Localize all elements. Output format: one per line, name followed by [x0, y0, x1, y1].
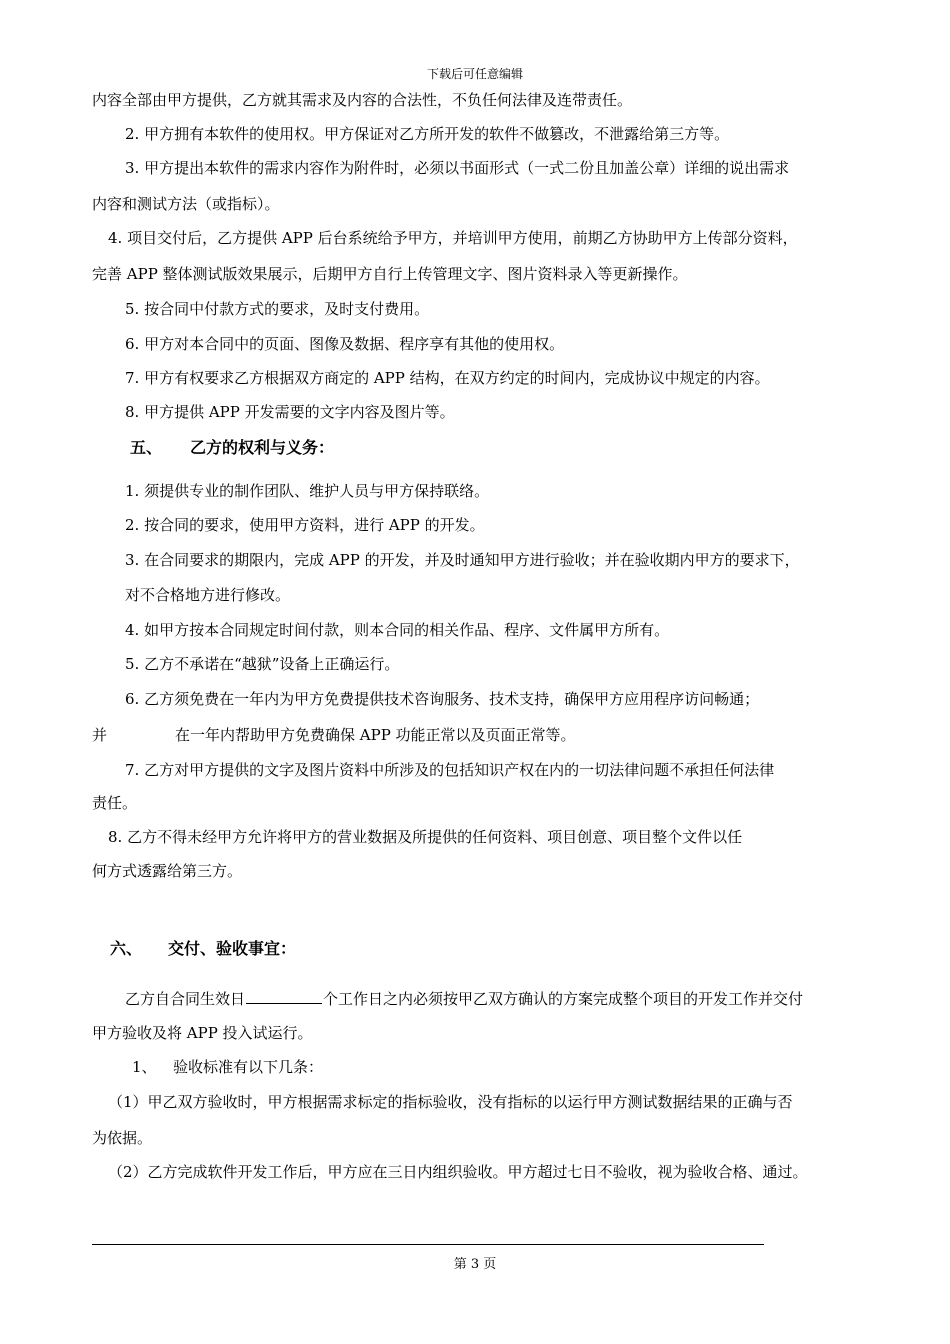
- page-number: 第 3 页: [453, 1257, 497, 1272]
- text-fragment: 个工作日之内必须按甲乙双方确认的方案完成整个项目的开发工作并交付: [323, 990, 804, 1008]
- paragraph-line: 责任。: [92, 794, 138, 812]
- paragraph-line: 5. 乙方不承诺在“越狱”设备上正确运行。: [125, 655, 400, 673]
- paragraph-line: 8. 甲方提供 APP 开发需要的文字内容及图片等。: [125, 403, 455, 421]
- text-fragment: 乙方自合同生效日: [125, 990, 246, 1008]
- paragraph-line: 完善 APP 整体测试版效果展示，后期甲方自行上传管理文字、图片资料录入等更新操作。: [92, 265, 688, 283]
- paragraph-line: 3. 在合同要求的期限内，完成 APP 的开发，并及时通知甲方进行验收；并在验收期内甲方的要求下，: [125, 551, 800, 569]
- paragraph-line: 为依据。: [92, 1129, 153, 1147]
- paragraph-line: 内容和测试方法（或指标）。: [92, 195, 280, 213]
- paragraph-line: 并: [92, 726, 108, 744]
- paragraph-line: 7. 甲方有权要求乙方根据双方商定的 APP 结构，在双方约定的时间内，完成协议中规定的内容。: [125, 369, 770, 387]
- section-heading: 交付、验收事宜：: [168, 939, 297, 958]
- fill-in-blank: [246, 988, 322, 1004]
- paragraph-line: 5. 按合同中付款方式的要求，及时支付费用。: [125, 300, 430, 318]
- paragraph-line: 甲方验收及将 APP 投入试运行。: [92, 1024, 313, 1042]
- paragraph-line: 3. 甲方提出本软件的需求内容作为附件时，必须以书面形式（一式二份且加盖公章）详细的说出需求: [125, 159, 790, 177]
- paragraph-line: 7. 乙方对甲方提供的文字及图片资料中所涉及的包括知识产权在内的一切法律问题不承担任何法律: [125, 761, 775, 779]
- paragraph-line: 2. 按合同的要求，使用甲方资料，进行 APP 的开发。: [125, 516, 485, 534]
- paragraph-line: 4. 项目交付后，乙方提供 APP 后台系统给予甲方，并培训甲方使用，前期乙方协助甲方上传部分资料，: [108, 229, 798, 247]
- section-number: 六、: [110, 939, 143, 958]
- paragraph-line: 何方式透露给第三方。: [92, 862, 243, 880]
- paragraph-line: 在一年内帮助甲方免费确保 APP 功能正常以及页面正常等。: [175, 726, 576, 744]
- paragraph-line: 4. 如甲方按本合同规定时间付款，则本合同的相关作品、程序、文件属甲方所有。: [125, 621, 670, 639]
- paragraph-line: 6. 乙方须免费在一年内为甲方免费提供技术咨询服务、技术支持，确保甲方应用程序访问畅通；: [125, 690, 760, 708]
- paragraph-line: （2）乙方完成软件开发工作后，甲方应在三日内组织验收。甲方超过七日不验收，视为验收合格、通过。: [108, 1163, 808, 1181]
- list-number: 1、: [132, 1058, 157, 1076]
- paragraph-line: 8. 乙方不得未经甲方允许将甲方的营业数据及所提供的任何资料、项目创意、项目整个文件以任: [108, 828, 743, 846]
- paragraph-line: 对不合格地方进行修改。: [125, 586, 291, 604]
- section-number: 五、: [130, 438, 163, 457]
- paragraph-line: 1. 须提供专业的制作团队、维护人员与甲方保持联络。: [125, 482, 490, 500]
- paragraph-line: 内容全部由甲方提供，乙方就其需求及内容的合法性，不负任何法律及连带责任。: [92, 91, 633, 109]
- page-header: 下载后可任意编辑: [426, 67, 523, 81]
- paragraph-line: （1）甲乙双方验收时，甲方根据需求标定的指标验收，没有指标的以运行甲方测试数据结果的正确与否: [108, 1093, 793, 1111]
- paragraph-line: 2. 甲方拥有本软件的使用权。甲方保证对乙方所开发的软件不做篡改，不泄露给第三方等。: [125, 125, 730, 143]
- paragraph-line: 验收标准有以下几条：: [173, 1058, 324, 1076]
- paragraph-line: [125, 988, 803, 1009]
- section-heading: 乙方的权利与义务：: [190, 438, 335, 457]
- footer-divider: [92, 1244, 764, 1245]
- paragraph-line: 6. 甲方对本合同中的页面、图像及数据、程序享有其他的使用权。: [125, 335, 565, 353]
